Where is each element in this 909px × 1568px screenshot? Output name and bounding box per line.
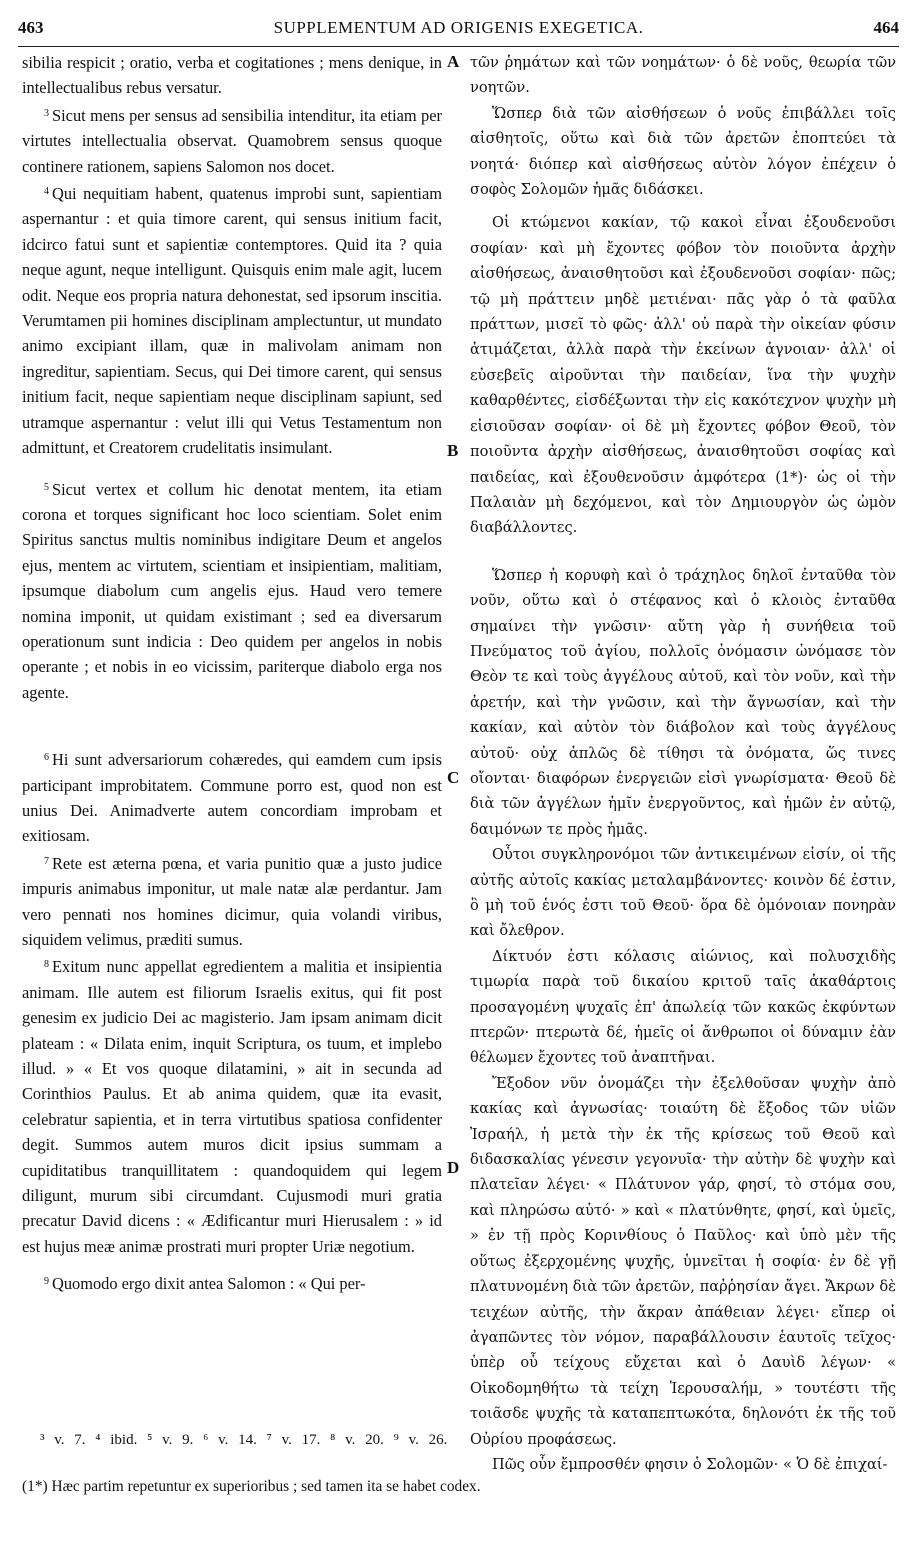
latin-paragraph: $^4$ Qui nequitiam habent, quatenus improbi sunt, sapientiam aspernantur : et quia timore carent, qui sensus initium facit, idcirco fatui sunt et sapientiæ contemptores. Quid ita ? quia neque agunt, neque intelligunt. Quisquis enim male agit, lucem odit. Neque eos propria natura dehonestat, sed ipsorum inscitia. Verumtamen pii homines disciplinam amplectuntur, ut mundato animo excipiant illam, quæ in malivolam animam non ingreditur, sapientiam. Secus, qui Dei timore carent, qui sensus initium facit, neque sapientiam neque disciplinam sapiunt, sed utramque aspernantur : velut illi qui Vetus Testamentum non admittunt, et Creatorem crudelitatis insimulant. — [22, 184, 442, 458]
latin-paragraph: $^3$ Sicut mens per sensus ad sensibilia intenditur, ita etiam per virtutes intellectualia observat. Quamobrem sensus quoque continere rationem, sapiens Salomon nos docet. — [22, 105, 442, 176]
margin-letter-d: D — [447, 1158, 460, 1177]
running-title: SUPPLEMENTUM AD ORIGENIS EXEGETICA. — [273, 18, 644, 37]
latin-paragraph: $^5$ Sicut vertex et collum hic denotat mentem, ita etiam corona et torques significant hoc loco scientiam. Solet enim Spiritus sanctus multis nominibus indigitare Deum et angelos ejus, mentem ac virtutem, scientiam et insipientiam, malitiam, ipsumque diabolum cum angelis ejus. Haud vero temere nomina imponit, ut quidam existimant ; sed ea diversarum operationum sunt indicia : Deo quidem per angelos in nobis operante ; et nobis in eo vicissim, pariterque diabolo erga nos agente. — [22, 479, 442, 702]
verse-marker: 9 — [44, 1276, 49, 1288]
greek-paragraph: Ὥσπερ διὰ τῶν αἰσθήσεων ὁ νοῦς ἐπιβάλλει τοῖς αἰσθητοῖς, οὕτω καὶ διὰ τῶν ἀρετῶν ἐποπτεύει τὰ νοητά· διόπερ καὶ αἰσθήσεως αὐτὸν λόγον ἐπέχειν ὁ σοφὸς Σολομῶν ἡμᾶς διδάσκει. — [470, 104, 896, 199]
verse-marker: 5 — [44, 481, 49, 493]
latin-paragraph: $^7$ Rete est æterna pœna, et varia punitio quæ a justo judice impuris animabus imponitur, ut male natæ alæ perdantur. Jam vero pennati nos homines dicimur, quia volandi viribus, siquidem velimus, præditi sumus. — [22, 853, 442, 949]
verse-marker: 3 — [44, 107, 49, 119]
page-number-left: 463 — [18, 18, 44, 37]
greek-paragraph: Ἔξοδον νῦν ὀνομάζει τὴν ἐξελθοῦσαν ψυχὴν ἀπὸ κακίας καὶ ἀγνωσίας· τοιαύτη δὲ ἔξοδος τῶν υἱῶν Ἰσραήλ, ἡ μετὰ τὴν ἐκ τῆς κρίσεως τοῦ Θεοῦ καὶ διδασκαλίας γένεσιν γεγονυῖα· τὴν αὐτὴν δὲ ψυχὴν καὶ πλατεῖαν λέγει· « Πλάτυνον γάρ, φησί, τὸ στόμα σου, καὶ πληρώσω αὐτό· » καὶ « πλατύνθητε, φησί, καὶ ὑμεῖς, » ἐν τῇ πρὸς Κορινθίους ὁ Παῦλος· καὶ ὑπὸ μὲν τῆς οὕτως ἐξερχομένης ψυχῆς, ὑμνεῖται ἡ σοφία· ἐν δὲ γῇ πλατυνομένη διὰ τῶν ἀρετῶν, παῤῥησίαν ἄγει. Ἄκρων δὲ τειχέων αὐτῆς, τὴν ἄκραν ἀπάθειαν λέγει· εἴπερ οἱ ἀγαπῶντες τὸν νόμον, παραβάλλουσιν ἑαυτοῖς τεῖχος· ὑπὲρ οὗ τείχους εὔχεται καὶ ὁ Δαυὶδ λέγων· « Οἰκοδομηθήτω τὰ τείχη Ἱερουσαλήμ, » τουτέστι τῆς τοιᾶσδε ψυχῆς τὰ καταπεπτωκότα, δηλονότι ἐκ τῆς τοῦ Οὐρίου προφάσεως. — [470, 1074, 896, 1448]
latin-paragraph: $^9$ Quomodo ergo dixit antea Salomon : « Qui per- — [44, 1274, 366, 1294]
greek-paragraph: Ὥσπερ ἡ κορυφὴ καὶ ὁ τράχηλος δηλοῖ ἐνταῦθα τὸν νοῦν, οὕτω καὶ ὁ στέφανος καὶ ὁ κλοιὸς ἐνταῦθα σημαίνει τὴν γνῶσιν· αὕτη γὰρ ἡ συνήθεια τοῦ Πνεύματος τοῦ ἁγίου, πολλοῖς ὀνόμασιν ὠνόμασε τὸν Θεὸν τε καὶ τοὺς ἀγγέλους αὐτοῦ, καὶ τὸν νοῦν, καὶ τὴν ἀρετήν, καὶ τὴν γνῶσιν, καὶ τὴν ἄγνωσίαν, καὶ τὴν κακίαν, καὶ αὐτὸν τὸν διάβολον καὶ τοὺς ἀγγέλους αὐτοῦ· οὐχ ἁπλῶς δὲ τίθησι τὰ ὀνόματα, ὥς τινες οἴονται· διαφόρων ἐνεργειῶν εἰσὶ γνωρίσματα· Θεοῦ δὲ διὰ τῶν ἀγγέλων ἡμῖν ἐνεργοῦντος, καὶ ἡμῶν ἐν αὐτῷ, δαιμόνων τε πρὸς ἡμᾶς. — [470, 566, 896, 838]
verse-marker: 6 — [44, 752, 49, 764]
margin-letter-a: A — [447, 52, 460, 71]
greek-paragraph: Πῶς οὖν ἔμπροσθέν φησιν ὁ Σολομῶν· « Ὁ δὲ ἐπιχαί- — [492, 1455, 888, 1473]
latin-paragraph: $^8$ Exitum nunc appellat egredientem a malitia et insipientia animam. Ille autem est filiorum Israelis exitus, qui fit post genesim ex judicio Dei ac magisterio. Jam ipsam animam dicit plateam : « Dilata enim, inquit Scriptura, os tuum, et implebo illud. » « Et vos quoque dilatamini, » ait in secunda ad Corinthios Paulus. Et ab anima quidem, quæ ita evasit, celebratur sapientia, et in terra virtutibus spatiosa confidenter degit. Summos autem muros dicit ipsius summam a cupiditatibus tranquillitatem : quandoquidem qui legem diligunt, murum sibi circumdant. Cujusmodi muri gratia precatur David dicens : « Ædificantur muri Hierusalem : » id est hujus meæ animæ prostrati muri propter Uriæ negotium. — [22, 957, 442, 1256]
page-number-right: 464 — [873, 18, 899, 37]
greek-column — [470, 50, 896, 1477]
verse-marker: 4 — [44, 186, 49, 198]
greek-paragraph: Δίκτυόν ἐστι κόλασις αἰώνιος, καὶ πολυσχιδὴς τιμωρία παρὰ τοῦ δικαίου κριτοῦ ταῖς ἀκαθάρτοις προσαγομένη ψυχαῖς ἐπ' ἀπωλείᾳ τῶν κακῶς ἐκφύντων πτερῶν· πτερωτὰ δέ, ἡμεῖς οἱ ἄνθρωποι οἱ δύναμιν ἐὰν θέλωμεν ἔχοντες τοῦ ἀναπτῆναι. — [470, 947, 896, 1067]
running-header — [18, 16, 899, 47]
verse-marker: 8 — [44, 959, 49, 971]
footnote: (1*) Hæc partim repetuntur ex superioribus ; sed tamen ita se habet codex. — [22, 1478, 481, 1495]
greek-paragraph: Οὗτοι συγκληρονόμοι τῶν ἀντικειμένων εἰσίν, οἱ τῆς αὐτῆς αὐτοῖς κακίας μεταλαμβάνοντες· κοινὸν δέ ἐστιν, ὃ μὴ τοῦ ἑνός ἐστι τοῦ Θεοῦ· ὅρα δὲ ὁμόνοιαν πονηρὰν καὶ ὄλεθρον. — [470, 846, 896, 940]
latin-column — [22, 50, 442, 1297]
greek-paragraph: τῶν ῥημάτων καὶ τῶν νοημάτων· ὁ δὲ νοῦς, θεωρία τῶν νοητῶν. — [470, 54, 896, 97]
scripture-references: ³ v. 7. ⁴ ibid. ⁵ v. 9. ⁶ v. 14. ⁷ v. 17. ⁸ v. 20. ⁹ v. 26. — [40, 1432, 448, 1448]
greek-paragraph: Οἱ κτώμενοι κακίαν, τῷ κακοὶ εἶναι ἐξουδενοῦσι σοφίαν· καὶ μὴ ἔχοντες φόβον τὸν ποιοῦντα ἀρχὴν αἰσθήσεως, ἀναισθητοῦσι καὶ ἐξουδενοῦσι σοφίαν· πῶς; τῷ μὴ πράττειν μηδὲ μετιέναι· πᾶς γὰρ ὁ τὰ φαῦλα πράττων, μισεῖ τὸ φῶς· ἀλλ' οὐ παρὰ τὴν οἰκείαν φύσιν ἀτιμάζεται, ἀλλὰ παρὰ τὴν ἐκείνων ἀγνοιαν· ἀλλ' οἱ εὐσεβεῖς αἱροῦνται τὴν παιδείαν, ἵνα τὴν ψυχὴν καθαρθέντες, εἰσδέξωνται τὴν εἰς κακότεχνον ψυχὴν μὴ εἰσιοῦσαν σοφίαν· οἱ δὲ μὴ ἔχοντες φόβον Θεοῦ, τὸν ποιοῦντα ἀρχὴν αἰσθήσεως, ἀναισθητοῦσι σοφίας καὶ παιδείας, καὶ ἐξουθενοῦσιν ἀμφότερα (1*)· ὡς οἱ τὴν Παλαιὰν μὴ δεχόμενοι, καὶ τὸν Δημιουργὸν ὡς ὠμὸν διαβάλλοντες. — [470, 214, 896, 537]
verse-marker: 7 — [44, 855, 49, 867]
margin-letter-c: C — [447, 768, 460, 787]
margin-letter-b: B — [447, 441, 459, 460]
latin-paragraph: $^6$ Hi sunt adversariorum cohæredes, qui eamdem cum ipsis participant improbitatem. Commune porro est, quod non est unius Dei. Animadverte autem concordiam improbam et exitiosam. — [22, 750, 442, 846]
latin-paragraph: sibilia respicit ; oratio, verba et cogitationes ; mens denique, in intellectualibus rebus versatur. — [22, 53, 442, 98]
